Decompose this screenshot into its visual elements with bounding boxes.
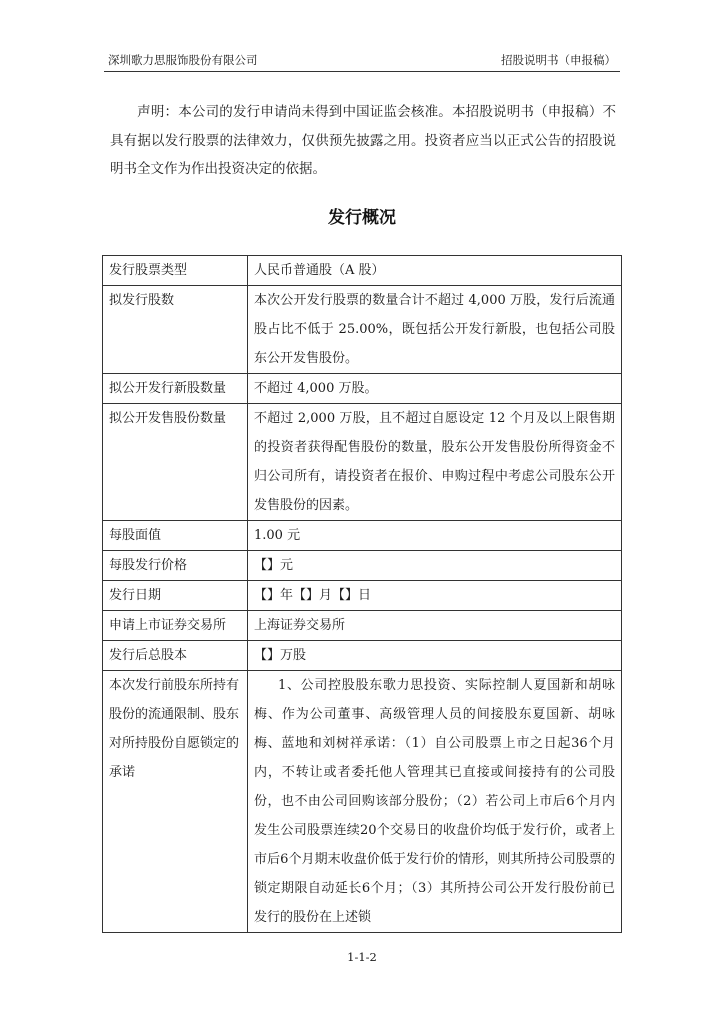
row-value: 上海证券交易所	[248, 611, 622, 641]
disclaimer-paragraph	[110, 98, 616, 184]
row-value: 【】元	[248, 551, 622, 581]
row-label: 发行后总股本	[103, 641, 248, 671]
row-value	[248, 671, 622, 933]
row-label: 申请上市证券交易所	[103, 611, 248, 641]
page-header	[104, 50, 620, 70]
lockup-commitment-text: 1、公司控股股东歌力思投资、实际控制人夏国新和胡咏梅、作为公司董事、高级管理人员的间接股东夏国新、胡咏梅、蓝地和刘树祥承诺：（1）自公司股票上市之日起36个月内，不转让或者委托他人管理其已直接或间接持有的公司股份，也不由公司回购该部分股份；（2）若公司上市后6个月内发生公司股票连续20个交易日的收盘价均低于发行价，或者上市后6个月期末收盘价低于发行价的情形，则其所持公司股票的锁定期限自动延长6个月；（3）其所持公司公开发行股份前已发行的股份在上述锁	[254, 678, 615, 925]
table-row	[103, 551, 622, 581]
table-row	[103, 581, 622, 611]
header-company-name: 深圳歌力思服饰股份有限公司	[108, 53, 258, 67]
row-value: 本次公开发行股票的数量合计不超过 4,000 万股，发行后流通股占比不低于 25.00%，既包括公开发行新股，也包括公司股东公开发售股份。	[248, 286, 622, 374]
row-label: 拟公开发售股份数量	[103, 404, 248, 521]
row-label: 本次发行前股东所持有股份的流通限制、股东对所持股份自愿锁定的承诺	[103, 671, 248, 933]
row-label: 拟发行股数	[103, 286, 248, 374]
table-row	[103, 256, 622, 286]
row-value: 不超过 4,000 万股。	[248, 374, 622, 404]
section-title: 发行概况	[328, 208, 396, 228]
table-row	[103, 286, 622, 374]
table-row	[103, 521, 622, 551]
header-document-title: 招股说明书（申报稿）	[501, 53, 616, 67]
table-row	[103, 641, 622, 671]
row-value: 不超过 2,000 万股，且不超过自愿设定 12 个月及以上限售期的投资者获得配售股份的数量，股东公开发售股份所得资金不归公司所有，请投资者在报价、申购过程中考虑公司股东公开发售股份的因素。	[248, 404, 622, 521]
page-number: 1-1-2	[347, 950, 377, 964]
table-row	[103, 611, 622, 641]
row-value: 人民币普通股（A 股）	[248, 256, 622, 286]
offering-overview-table	[102, 255, 622, 933]
row-value: 1.00 元	[248, 521, 622, 551]
table-row	[103, 374, 622, 404]
row-label: 每股面值	[103, 521, 248, 551]
table-row	[103, 404, 622, 521]
row-value: 【】万股	[248, 641, 622, 671]
row-label: 发行股票类型	[103, 256, 248, 286]
row-label: 拟公开发行新股数量	[103, 374, 248, 404]
row-label: 发行日期	[103, 581, 248, 611]
disclaimer-text: 声明：本公司的发行申请尚未得到中国证监会核准。本招股说明书（申报稿）不具有据以发行股票的法律效力，仅供预先披露之用。投资者应当以正式公告的招股说明书全文作为作出投资决定的依据。	[110, 104, 616, 177]
row-value: 【】年【】月【】日	[248, 581, 622, 611]
header-divider	[104, 71, 620, 72]
row-label: 每股发行价格	[103, 551, 248, 581]
table-row	[103, 671, 622, 933]
